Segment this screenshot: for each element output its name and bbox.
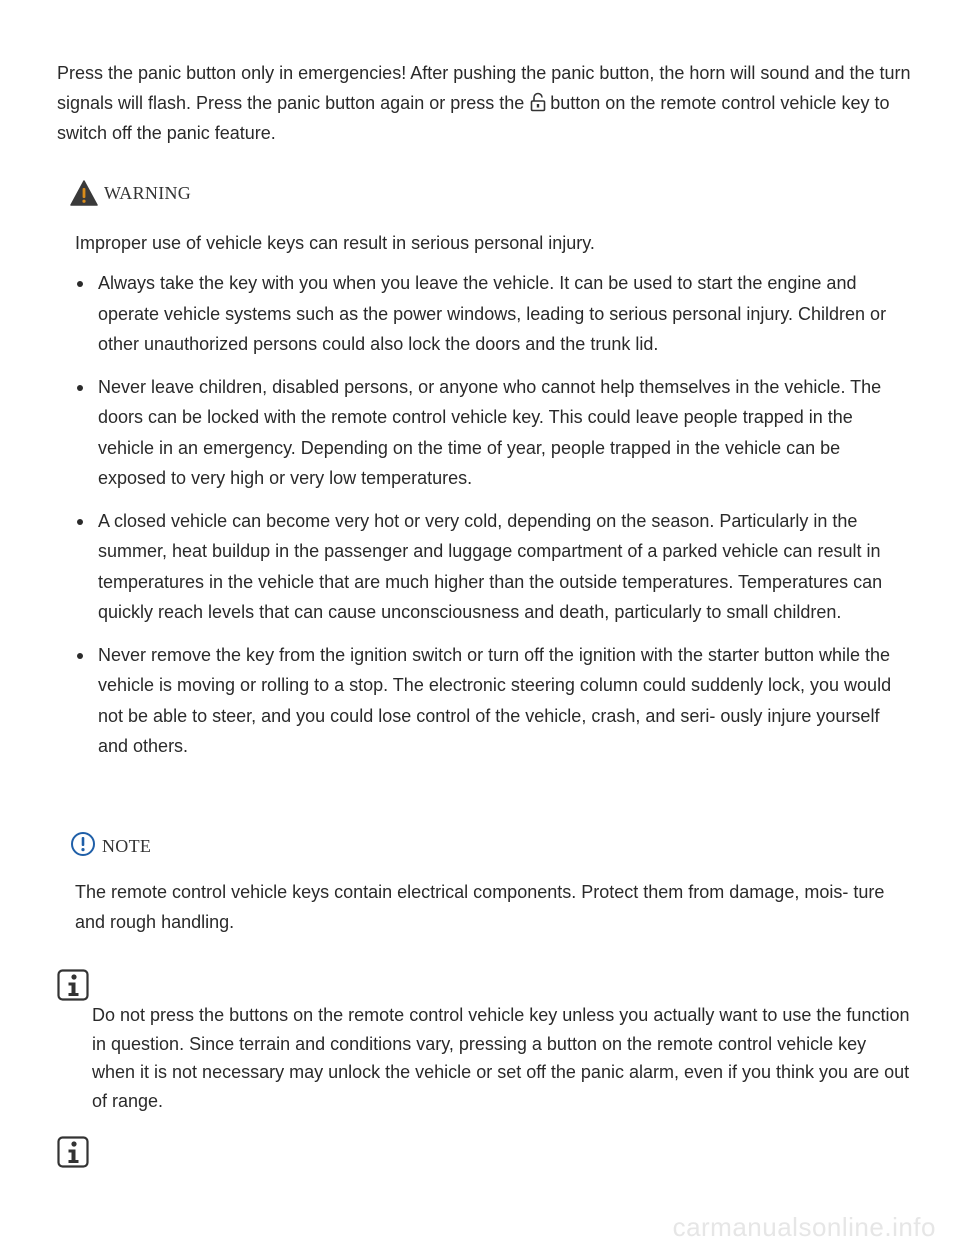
note-label: NOTE (102, 836, 152, 856)
bullet-dot (77, 519, 83, 525)
unlock-icon (530, 92, 546, 112)
info-text: Do not press the buttons on the remote control vehicle key unless you actually want to use the function in question. Since terrain and conditions vary, pressing a button on the remote control vehicle key when it is not necessary may unlock the vehicle or set off the panic alarm, even if you think you are out of range. (92, 1005, 910, 1111)
list-item (75, 640, 895, 762)
warning-list (75, 268, 895, 774)
list-item-text: Never leave children, disabled persons, or anyone who cannot help themselves in the vehicle. The doors can be locked with the remote control vehicle key. This could leave people trapped in the vehicle in an emergency. Depending on the time of year, people trapped in the vehicle can be exposed to very high or very low temperatures. (98, 376, 882, 488)
warning-heading (70, 180, 191, 206)
info-icon (57, 969, 89, 1001)
info-icon (57, 1136, 89, 1168)
list-item (75, 268, 895, 360)
list-item (75, 372, 895, 494)
intro-paragraph (57, 58, 917, 148)
note-heading (70, 831, 151, 862)
intro-text-start: Press the panic button only in emergencies! After pushing the panic button, the horn will sound and the turn signals will flash. Press the panic button again or press the (57, 63, 911, 113)
watermark: carmanualsonline.info (672, 1212, 936, 1242)
bullet-dot (77, 653, 83, 659)
list-item-text: Always take the key with you when you leave the vehicle. It can be used to start the engine and operate vehicle systems such as the power windows, leading to serious personal injury. Children or other unauthorized persons could also lock the doors and the trunk lid. (98, 273, 887, 354)
bullet-dot (77, 385, 83, 391)
warning-label: WARNING (104, 182, 192, 203)
intro-text-end: button on the remote control vehicle key to switch off the panic feature. (57, 93, 890, 143)
warning-triangle-icon (70, 180, 98, 206)
warning-intro: Improper use of vehicle keys can result in serious personal injury. (75, 233, 595, 253)
bullet-dot (77, 281, 83, 287)
exclamation-circle-icon (70, 831, 96, 862)
list-item-text: Never remove the key from the ignition switch or turn off the ignition with the starter button while the vehicle is moving or rolling to a stop. The electronic steering column could suddenly lock, you would not be able to steer, and you could lose control of the vehicle, crash, and seri- ously injure yourself and others. (98, 644, 892, 756)
list-item (75, 506, 895, 628)
note-text: The remote control vehicle keys contain electrical components. Protect them from damage, mois- ture and rough handling. (75, 882, 885, 932)
list-item-text: A closed vehicle can become very hot or very cold, depending on the season. Particularly in the summer, heat buildup in the passenger and luggage compartment of a parked vehicle can result in temperatures in the vehicle that are much higher than the outside temperatures. Temperatures can quickly reach levels that can cause unconsciousness and death, particularly to small children. (98, 510, 883, 622)
